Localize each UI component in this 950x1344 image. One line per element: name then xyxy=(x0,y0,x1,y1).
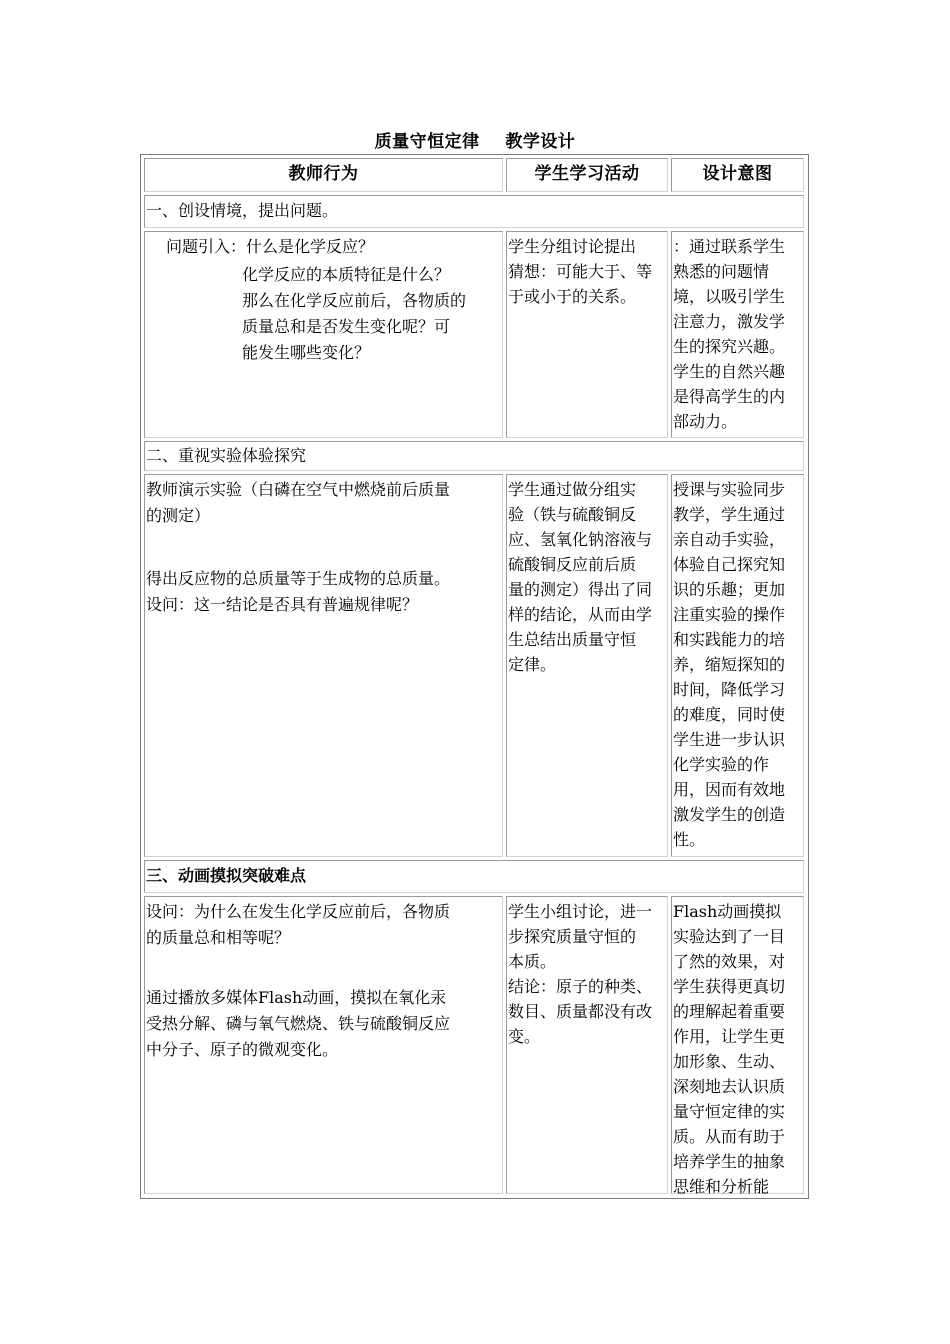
student-line: 变。 xyxy=(508,1027,541,1046)
intent-line: 生的探究兴趣。 xyxy=(673,337,786,356)
intent-cell xyxy=(671,896,804,1194)
teacher-line: 中分子、原子的微观变化。 xyxy=(146,1040,339,1059)
teacher-line: 问题引入：什么是化学反应？ xyxy=(166,237,375,256)
intent-cell xyxy=(671,474,804,857)
intent-line: 时间，降低学习 xyxy=(673,680,786,699)
intent-line: 注重实验的操作 xyxy=(673,605,786,624)
intent-line: 是得高学生的内 xyxy=(673,387,786,406)
intent-line: 学生进一步认识 xyxy=(673,730,786,749)
teacher-line: 教师演示实验（白磷在空气中燃烧前后质量 xyxy=(146,480,451,499)
student-line: 应、氢氧化钠溶液与 xyxy=(508,530,653,549)
header-student: 学生学习活动 xyxy=(506,158,668,192)
student-line: 于或小于的关系。 xyxy=(508,287,637,306)
teacher-line: 化学反应的本质特征是什么？ xyxy=(242,265,451,284)
teacher-line: 的测定） xyxy=(146,506,211,525)
teacher-line: 质量总和是否发生变化呢？可 xyxy=(242,317,451,336)
section-row xyxy=(144,860,804,893)
student-line: 步探究质量守恒的 xyxy=(508,927,637,946)
section-heading: 一、创设情境，提出问题。 xyxy=(146,201,339,220)
teacher-line: 设问：为什么在发生化学反应前后，各物质 xyxy=(146,902,451,921)
student-line: 猜想：可能大于、等 xyxy=(508,262,653,281)
student-line: 学生小组讨论，进一 xyxy=(508,902,653,921)
intent-line: 注意力，激发学 xyxy=(673,312,786,331)
teacher-line: 设问：这一结论是否具有普遍规律呢？ xyxy=(146,595,419,614)
teacher-line: 能发生哪些变化？ xyxy=(242,343,371,362)
student-line: 验（铁与硫酸铜反 xyxy=(508,505,637,524)
intent-line: 和实践能力的培 xyxy=(673,630,786,649)
intent-line: 体验自己探究知 xyxy=(673,555,786,574)
section-heading: 二、重视实验体验探究 xyxy=(146,446,307,465)
teacher-line: 那么在化学反应前后，各物质的 xyxy=(242,291,467,310)
teacher-line: 受热分解、磷与氧气燃烧、铁与硫酸铜反应 xyxy=(146,1014,451,1033)
student-line: 学生通过做分组实 xyxy=(508,480,637,499)
student-line: 定律。 xyxy=(508,655,557,674)
intent-line: 量守恒定律的实 xyxy=(673,1102,786,1121)
intent-line: 性。 xyxy=(673,830,706,849)
intent-line: 加形象、生动、 xyxy=(673,1052,786,1071)
intent-line: 学生的自然兴趣 xyxy=(673,362,786,381)
intent-line: 培养学生的抽象 xyxy=(673,1152,786,1171)
student-cell xyxy=(506,474,668,857)
intent-line: 用，因而有效地 xyxy=(673,780,786,799)
student-line: 生总结出质量守恒 xyxy=(508,630,637,649)
student-line: 数目、质量都没有改 xyxy=(508,1002,653,1021)
intent-line: 实验达到了一目 xyxy=(673,927,786,946)
intent-line: 部动力。 xyxy=(673,412,738,431)
intent-line: 教学，学生通过 xyxy=(673,505,786,524)
student-cell xyxy=(506,231,668,438)
intent-line: 亲自动手实验， xyxy=(673,530,786,549)
teacher-cell xyxy=(144,231,503,438)
intent-line: 授课与实验同步 xyxy=(673,480,786,499)
intent-cell xyxy=(671,231,804,438)
student-line: 结论：原子的种类、 xyxy=(508,977,653,996)
intent-line: 化学实验的作 xyxy=(673,755,770,774)
teacher-line: 的质量总和相等呢？ xyxy=(146,928,291,947)
section-heading: 三、动画摸拟突破难点 xyxy=(146,866,307,885)
intent-line: 境，以吸引学生 xyxy=(673,287,786,306)
lesson-table xyxy=(140,154,809,1199)
intent-line: Flash动画摸拟 xyxy=(673,902,782,921)
intent-line: 的难度，同时使 xyxy=(673,705,786,724)
intent-line: 学生获得更真切 xyxy=(673,977,786,996)
teacher-line: 通过播放多媒体Flash动画，摸拟在氧化汞 xyxy=(146,988,447,1007)
section-row xyxy=(144,441,804,471)
student-line: 学生分组讨论提出 xyxy=(508,237,637,256)
intent-line: 了然的效果，对 xyxy=(673,952,786,971)
intent-line: 熟悉的问题情 xyxy=(673,262,770,281)
student-line: 硫酸铜反应前后质 xyxy=(508,555,637,574)
teacher-cell xyxy=(144,474,503,857)
teacher-cell xyxy=(144,896,503,1194)
student-line: 本质。 xyxy=(508,952,557,971)
student-cell xyxy=(506,896,668,1194)
teacher-line: 得出反应物的总质量等于生成物的总质量。 xyxy=(146,569,451,588)
student-line: 量的测定）得出了同 xyxy=(508,580,653,599)
intent-line: 激发学生的创造 xyxy=(673,805,786,824)
intent-line: 深刻地去认识质 xyxy=(673,1077,786,1096)
student-line: 样的结论，从而由学 xyxy=(508,605,653,624)
header-intent: 设计意图 xyxy=(671,158,804,192)
section-row xyxy=(144,195,804,228)
intent-line: 思维和分析能 xyxy=(673,1177,770,1196)
intent-line: 识的乐趣；更加 xyxy=(673,580,786,599)
intent-line: 质。从而有助于 xyxy=(673,1127,786,1146)
intent-line: 作用，让学生更 xyxy=(673,1027,786,1046)
intent-line: ：通过联系学生 xyxy=(673,237,786,256)
intent-line: 的理解起着重要 xyxy=(673,1002,786,1021)
intent-line: 养，缩短探知的 xyxy=(673,655,786,674)
page-title: 质量守恒定律 教学设计 xyxy=(374,132,576,152)
header-teacher: 教师行为 xyxy=(144,158,503,192)
